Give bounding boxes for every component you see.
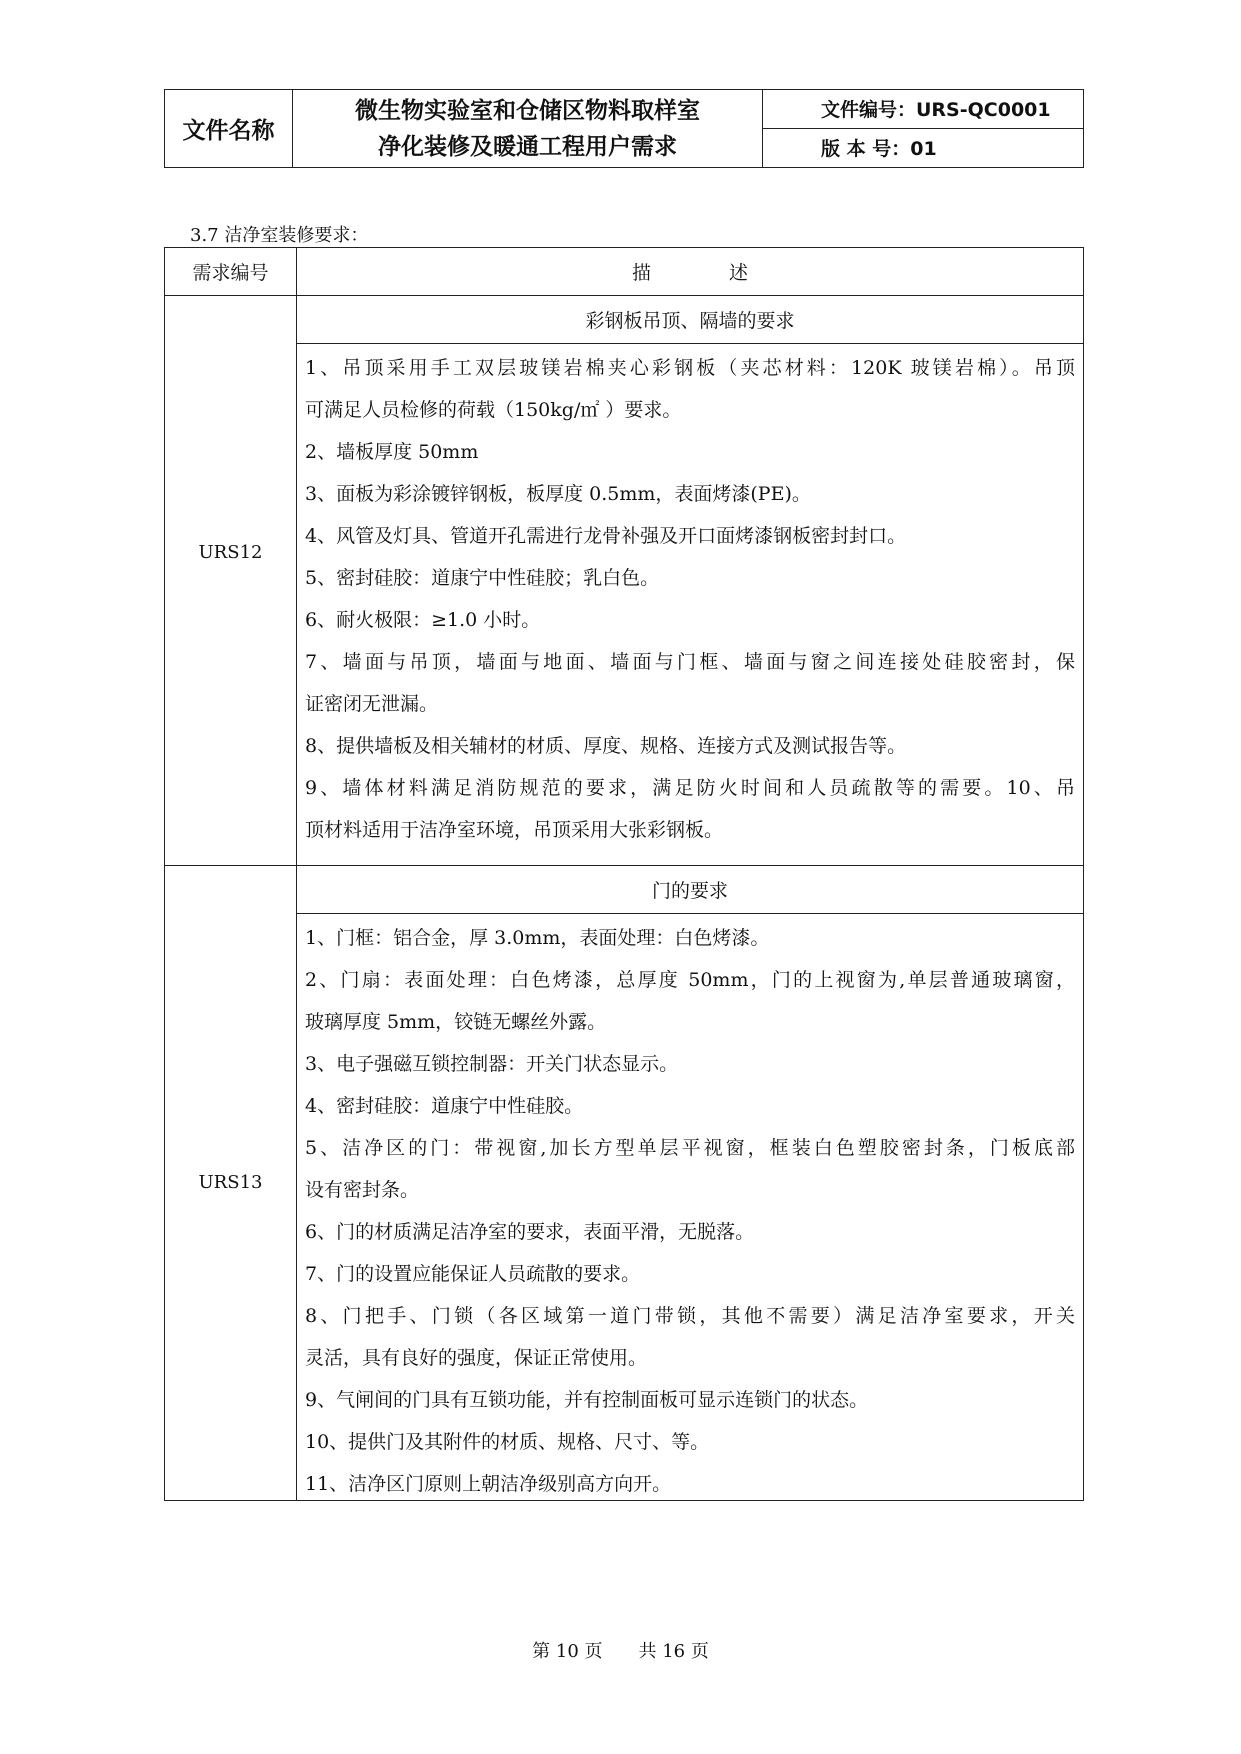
requirement-line: 5、洁净区的门：带视窗,加长方型单层平视窗，框装白色塑胶密封条，门板底部 (305, 1137, 1075, 1159)
requirement-list-urs13 (305, 917, 1075, 1505)
requirement-line: 6、门的材质满足洁净室的要求，表面平滑，无脱落。 (305, 1221, 755, 1243)
page-current: 第 10 页 (532, 1641, 603, 1662)
requirements-table (164, 247, 1084, 1501)
requirement-line: 玻璃厚度 5mm，铰链无螺丝外露。 (305, 1011, 607, 1033)
row-divider (297, 913, 1083, 914)
section-title: 3.7 洁净室装修要求： (190, 225, 369, 246)
requirement-id-urs12: URS12 (198, 542, 263, 563)
document-number: 文件编号：URS-QC0001 (763, 90, 1083, 129)
row-divider (297, 343, 1083, 344)
requirement-line: 8、门把手、门锁（各区域第一道门带锁，其他不需要）满足洁净室要求，开关 (305, 1305, 1075, 1327)
document-meta (763, 90, 1083, 167)
version-number: 版 本 号：01 (821, 138, 937, 161)
file-name-label: 文件名称 (165, 90, 293, 167)
requirement-line: 1、门框：铝合金，厚 3.0mm，表面处理：白色烤漆。 (305, 927, 770, 949)
requirement-line: 证密闭无泄漏。 (305, 693, 439, 715)
requirement-id-urs13: URS13 (198, 1172, 263, 1193)
requirement-line: 11、洁净区门原则上朝洁净级别高方向开。 (305, 1473, 672, 1495)
requirement-line: 1、吊顶采用手工双层玻镁岩棉夹心彩钢板（夹芯材料：120K 玻镁岩棉）。吊顶 (305, 357, 1075, 379)
page-total: 共 16 页 (638, 1641, 709, 1662)
requirement-line: 设有密封条。 (305, 1179, 420, 1201)
requirement-list-urs12 (305, 347, 1075, 851)
requirement-line: 灵活，具有良好的强度，保证正常使用。 (305, 1347, 648, 1369)
requirement-line: 9、气闸间的门具有互锁功能，并有控制面板可显示连锁门的状态。 (305, 1389, 869, 1411)
col-desc-header: 描 述 (631, 262, 785, 284)
group-title-urs13: 门的要求 (651, 880, 728, 902)
requirement-line: 8、提供墙板及相关辅材的材质、厚度、规格、连接方式及测试报告等。 (305, 735, 907, 757)
requirement-line: 7、墙面与吊顶，墙面与地面、墙面与门框、墙面与窗之间连接处硅胶密封，保 (305, 651, 1075, 673)
requirement-line: 6、耐火极限：≥1.0 小时。 (305, 609, 541, 631)
requirement-line: 2、墙板厚度 50mm (305, 441, 479, 463)
requirement-line: 7、门的设置应能保证人员疏散的要求。 (305, 1263, 641, 1285)
requirement-line: 3、面板为彩涂镀锌钢板，板厚度 0.5mm，表面烤漆(PE)。 (305, 483, 811, 505)
requirement-line: 5、密封硅胶：道康宁中性硅胶；乳白色。 (305, 567, 660, 589)
title-line-1: 微生物实验室和仓储区物料取样室 (355, 97, 700, 124)
requirement-line: 9、墙体材料满足消防规范的要求，满足防火时间和人员疏散等的需要。10、吊 (305, 777, 1075, 799)
requirement-line: 3、电子强磁互锁控制器：开关门状态显示。 (305, 1053, 679, 1075)
requirement-line: 4、风管及灯具、管道开孔需进行龙骨补强及开口面烤漆钢板密封封口。 (305, 525, 907, 547)
group-title-urs12: 彩钢板吊顶、隔墙的要求 (585, 310, 795, 332)
requirement-line: 可满足人员检修的荷载（150kg/㎡ ）要求。 (305, 399, 682, 421)
requirement-line: 2、门扇：表面处理：白色烤漆，总厚度 50mm，门的上视窗为,单层普通玻璃窗， (305, 969, 1075, 991)
requirement-line: 顶材料适用于洁净室环境，吊顶采用大张彩钢板。 (305, 819, 724, 841)
requirement-line: 10、提供门及其附件的材质、规格、尺寸、等。 (305, 1431, 710, 1453)
col-id-header: 需求编号 (192, 262, 269, 284)
document-title (293, 90, 763, 167)
requirement-line: 4、密封硅胶：道康宁中性硅胶。 (305, 1095, 584, 1117)
document-header (164, 89, 1084, 168)
page-footer (0, 1637, 1241, 1663)
title-line-2: 净化装修及暖通工程用户需求 (378, 133, 677, 160)
